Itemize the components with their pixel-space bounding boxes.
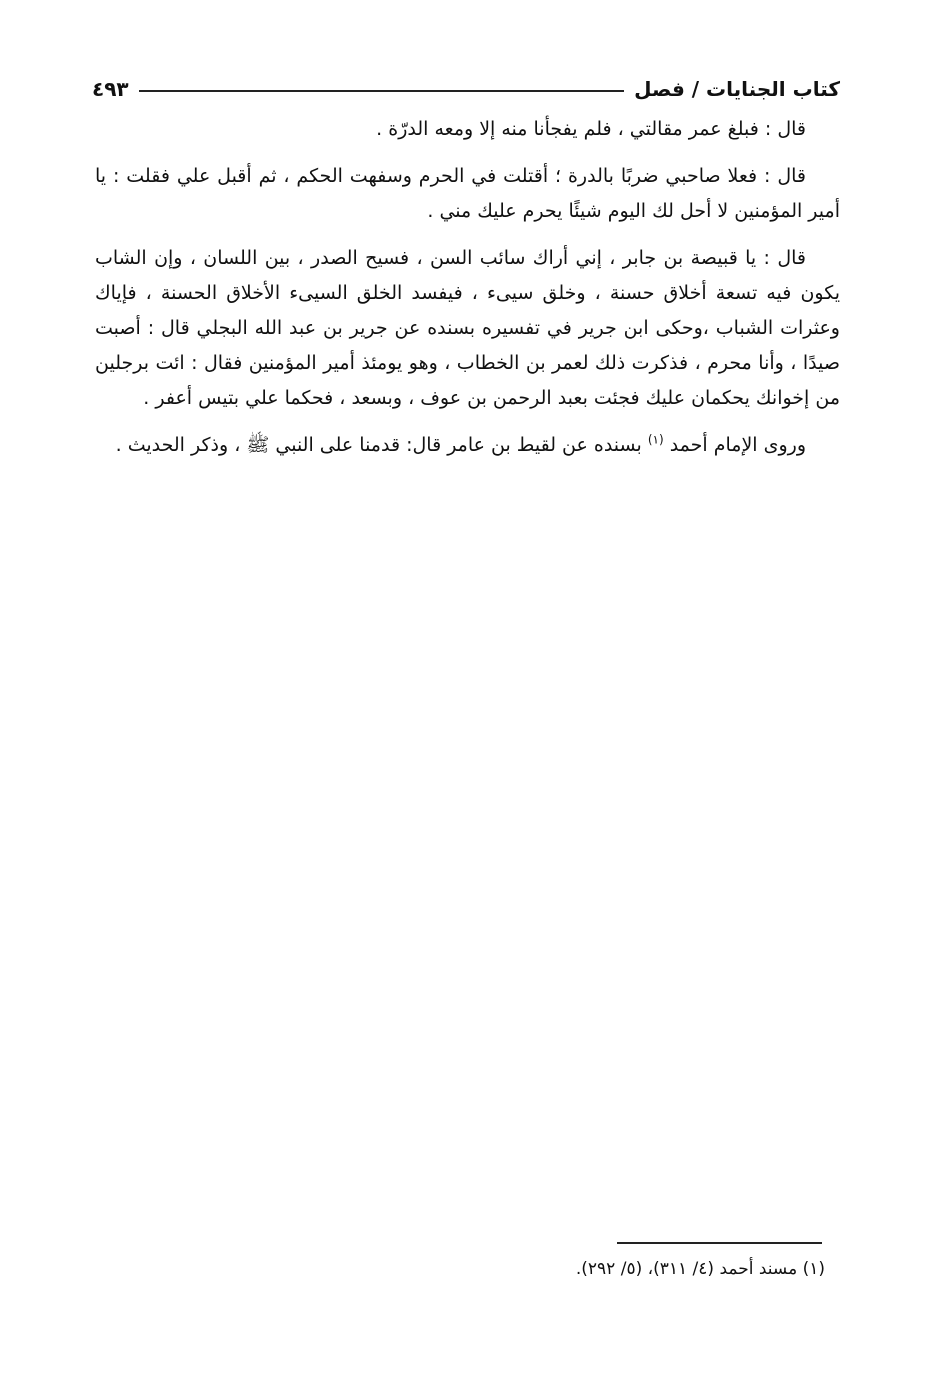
text-line: فقلت : يا أمير المؤمنين لا أحل لك اليوم شيئًا يحرم عليك مني . — [95, 165, 840, 222]
paragraph — [95, 112, 840, 147]
text-line: وبسعد ، فحكما علي بتيس أعفر . — [143, 387, 403, 409]
footnote-text: (١) مسند أحمد (٤/ ٣١١)، (٥/ ٢٩٢). — [575, 1259, 825, 1279]
footnote-separator — [617, 1242, 822, 1244]
paragraph — [95, 159, 840, 229]
chapter-title: كتاب الجنايات / فصل — [634, 77, 840, 101]
text-line: الحديث . — [115, 434, 185, 456]
text-line: البجلي قال : أصبت صيدًا ، وأنا محرم ، فذكرت ذلك لعمر بن الخطاب ، وهو يومئذ أمير — [95, 317, 840, 374]
paragraph — [95, 241, 840, 416]
text-line: قال : فبلغ عمر مقالتي ، فلم يفجأنا منه إلا ومعه الدرّة . — [376, 118, 806, 140]
footnote-reference: (١) — [647, 432, 664, 447]
text-line: الحسنة ، فإياك وعثرات الشباب ،وحكى ابن جرير في تفسيره بسنده عن جرير بن عبد الله — [95, 282, 840, 339]
text-line: قال : فعلا صاحبي ضربًا بالدرة ؛ أقتلت في الحرم وسفهت الحكم ، ثم أقبل علي — [176, 165, 807, 187]
paragraph — [95, 428, 840, 463]
header-rule — [139, 90, 625, 92]
main-text — [95, 112, 840, 463]
text-segment: وروى الإمام أحمد — [669, 434, 806, 456]
running-header — [92, 72, 840, 106]
text-segment: بسنده عن لقيط بن عامر قال: قدمنا على النبي ﷺ ، وذكر — [191, 434, 642, 456]
page-number: ٤٩٣ — [92, 77, 129, 101]
text-line: المؤمنين فقال : ائت برجلين من إخوانك يحكمان عليك فجئت بعبد الرحمن بن عوف ، — [95, 352, 840, 409]
footnote — [420, 1256, 825, 1282]
text-line: قال : يا قبيصة بن جابر ، إني أراك سائب السن ، فسيح الصدر ، بين اللسان ، وإن — [154, 247, 806, 269]
text-line: الشاب يكون فيه تسعة أخلاق حسنة ، وخلق سيىء ، فيفسد الخلق السيىء الأخلاق — [95, 247, 840, 304]
